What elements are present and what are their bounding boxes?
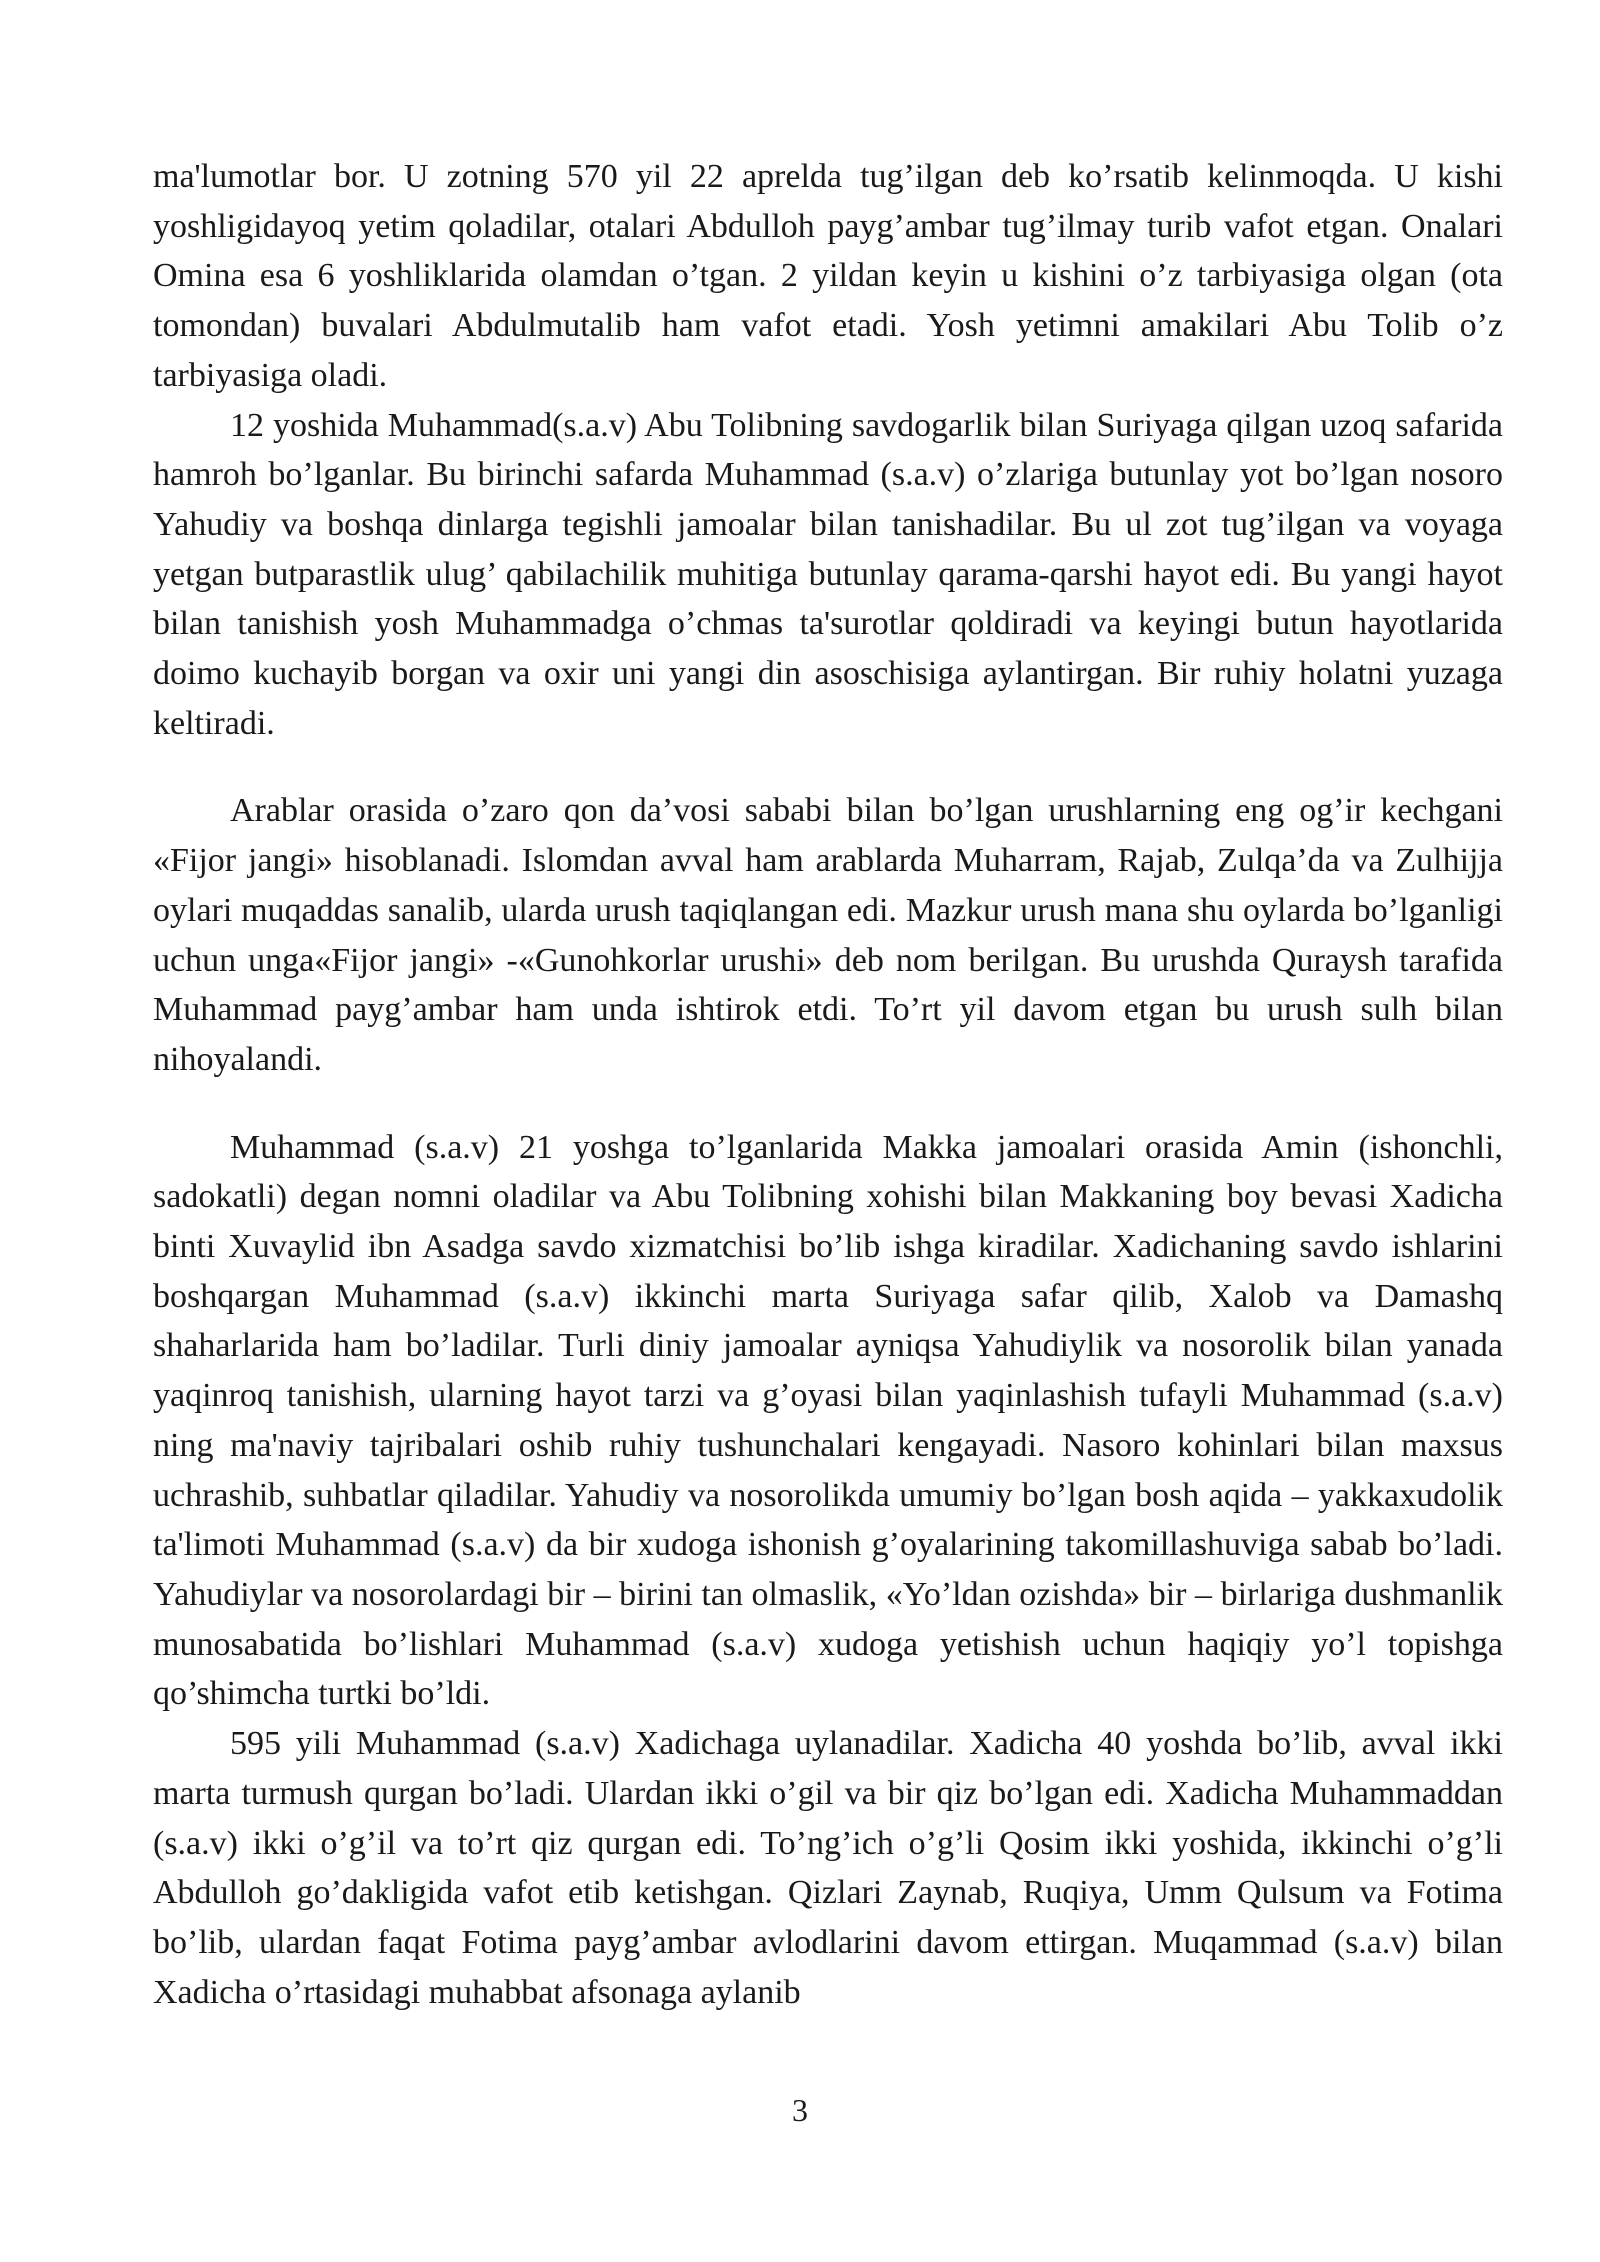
paragraph-amin-khadija-trade: Muhammad (s.a.v) 21 yoshga to’lganlarida Makka jamoalari orasida Amin (ishonchli, sadokatli) degan nomni oladilar va Abu Tolibning xohishi bilan Makkaning boy bevasi Xadicha binti Xuvaylid ibn Asadga savdo xizmatchisi bo’lib ishga kiradilar. Xadichaning savdo ishlarini boshqargan Muhammad (s.a.v) ikkinchi marta Suriyaga safar qilib, Xalob va Damashq shaharlarida ham bo’ladilar. Turli diniy jamoalar ayniqsa Yahudiylik va nosorolik bilan yanada yaqinroq tanishish, ularning hayot tarzi va g’oyasi bilan yaqinlashish tufayli Muhammad (s.a.v) ning ma'naviy tajribalari oshib ruhiy tushunchalari kengayadi. Nasoro kohinlari bilan maxsus uchrashib, suhbatlar qiladilar. Yahudiy va nosorolikda umumiy bo’lgan bosh aqida – yakkaxudolik ta'limoti Muhammad (s.a.v) da bir xudoga ishonish g’oyalarining takomillashuviga sabab bo’ladi. Yahudiylar va nosorolardagi bir – birini tan olmaslik, «Yo’ldan ozishda» bir – birlariga dushmanlik munosabatida bo’lishlari Muhammad (s.a.v) xudoga yetishish uchun haqiqiy yo’l topishga qo’shimcha turtki bo’ldi. [153, 1128, 1503, 1713]
document-body [153, 152, 1503, 2017]
paragraph-marriage: 595 yili Muhammad (s.a.v) Xadichaga uylanadilar. Xadicha 40 yoshda bo’lib, avval ikki marta turmush qurgan bo’ladi. Ulardan ikki o’gil va bir qiz bo’lgan edi. Xadicha Muhammaddan (s.a.v) ikki o’g’il va to’rt qiz qurgan edi. To’ng’ich o’g’li Qosim ikki yoshida, ikkinchi o’g’li Abdulloh go’dakligida vafot etib ketishgan. Qizlari Zaynab, Ruqiya, Umm Qulsum va Fotima bo’lib, ulardan faqat Fotima payg’ambar avlodlarini davom ettirgan. Muqammad (s.a.v) bilan Xadicha o’rtasidagi muhabbat afsonaga aylanib [153, 1725, 1503, 2011]
paragraph-abu-tolib-journey: 12 yoshida Muhammad(s.a.v) Abu Tolibning savdogarlik bilan Suriyaga qilgan uzoq safarida hamroh bo’lganlar. Bu birinchi safarda Muhammad (s.a.v) o’zlariga butunlay yot bo’lgan nosoro Yahudiy va boshqa dinlarga tegishli jamoalar bilan tanishadilar. Bu ul zot tug’ilgan va voyaga yetgan butparastlik ulug’ qabilachilik muhitiga butunlay qarama-qarshi hayot edi. Bu yangi hayot bilan tanishish yosh Muhammadga o’chmas ta'surotlar qoldiradi va keyingi butun hayotlarida doimo kuchayib borgan va oxir uni yangi din asoschisiga aylantirgan. Bir ruhiy holatni yuzaga keltiradi. [153, 406, 1503, 742]
paragraph-fijor-war: Arablar orasida o’zaro qon da’vosi sababi bilan bo’lgan urushlarning eng og’ir kechgani «Fijor jangi» hisoblanadi. Islomdan avval ham arablarda Muharram, Rajab, Zulqa’da va Zulhijja oylari muqaddas sanalib, ularda urush taqiqlangan edi. Mazkur urush mana shu oylarda bo’lganligi uchun unga«Fijor jangi» -«Gunohkorlar urushi» deb nom berilgan. Bu urushda Quraysh tarafida Muhammad payg’ambar ham unda ishtirok etdi. To’rt yil davom etgan bu urush sulh bilan nihoyalandi. [153, 792, 1503, 1078]
paragraph-continuation: ma'lumotlar bor. U zotning 570 yil 22 aprelda tug’ilgan deb ko’rsatib kelinmoqda. U kishi yoshligidayoq yetim qoladilar, otalari Abdulloh payg’ambar tug’ilmay turib vafot etgan. Onalari Omina esa 6 yoshliklarida olamdan o’tgan. 2 yildan keyin u kishini o’z tarbiyasiga olgan (ota tomondan) buvalari Abdulmutalib ham vafot etadi. Yosh yetimni amakilari Abu Tolib o’z tarbiyasiga oladi. [153, 158, 1503, 394]
page-number: 3 [792, 2092, 808, 2128]
